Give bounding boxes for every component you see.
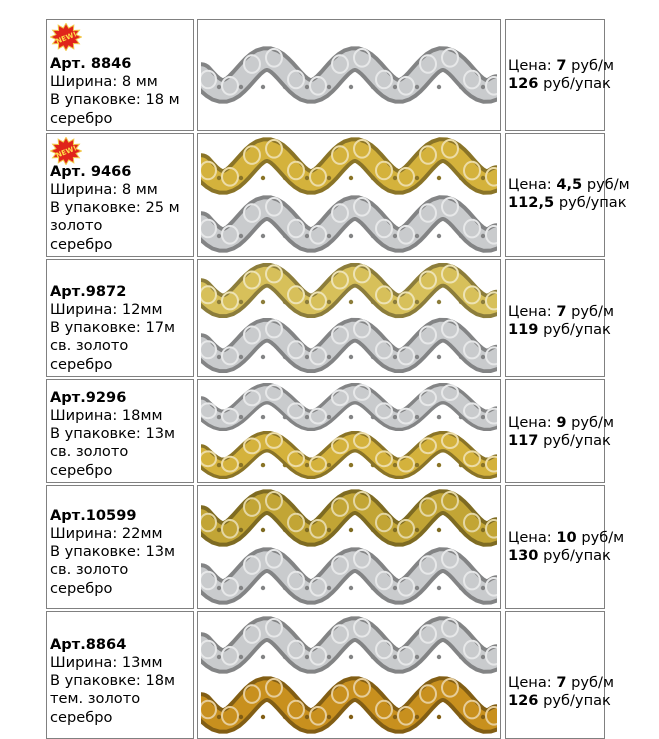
width-text: Ширина: 22мм [50, 524, 163, 542]
product-row [46, 611, 614, 739]
price-block [508, 57, 614, 94]
product-info-cell [46, 379, 194, 483]
svg-text:NEW!: NEW! [54, 144, 78, 160]
price-cell [505, 259, 614, 377]
pack-length-text: В упаковке: 13м [50, 543, 176, 561]
product-info [50, 636, 175, 727]
price-per-pack: 126 руб/упак [508, 75, 611, 93]
price-per-pack: 119 руб/упак [508, 321, 611, 339]
color-text: золото [50, 217, 103, 235]
price-cell [505, 485, 625, 609]
price-block [508, 176, 630, 213]
price-per-pack: 117 руб/упак [508, 432, 611, 450]
new-badge-icon [50, 137, 82, 165]
color-text: св. золото [50, 337, 129, 355]
price-block [508, 674, 614, 711]
product-info-cell [46, 485, 194, 609]
price-cell [505, 379, 614, 483]
braid-photo-cell [197, 379, 501, 483]
price-block [508, 303, 614, 340]
price-per-meter: Цена: 7 руб/м [508, 57, 614, 74]
braid-photo-cell [197, 485, 501, 609]
price-per-meter: Цена: 7 руб/м [508, 303, 614, 320]
braid-photo-cell [197, 611, 501, 739]
color-text: серебро [50, 708, 113, 726]
width-text: Ширина: 18мм [50, 406, 163, 424]
price-per-meter: Цена: 4,5 руб/м [508, 176, 630, 193]
product-row [46, 259, 614, 377]
article-number: Арт.8864 [50, 635, 127, 653]
color-text: тем. золото [50, 690, 141, 708]
width-text: Ширина: 8 мм [50, 180, 158, 198]
braid-photo[interactable] [201, 615, 497, 735]
braid-photo[interactable] [201, 23, 497, 127]
color-text: серебро [50, 235, 113, 253]
color-text: серебро [50, 355, 113, 373]
braid-photo-cell [197, 19, 501, 131]
product-info [50, 389, 175, 480]
product-info [50, 163, 180, 254]
color-text: св. золото [50, 561, 129, 579]
width-text: Ширина: 13мм [50, 653, 163, 671]
braid-photo-cell [197, 133, 501, 257]
pack-length-text: В упаковке: 13м [50, 425, 176, 443]
price-per-pack: 112,5 руб/упак [508, 194, 627, 212]
price-cell [505, 611, 614, 739]
article-number: Арт.9296 [50, 388, 127, 406]
product-info-cell [46, 259, 194, 377]
price-cell [505, 19, 614, 131]
product-info [50, 283, 175, 374]
product-info-cell [46, 611, 194, 739]
color-text: серебро [50, 109, 113, 127]
price-per-pack: 126 руб/упак [508, 692, 611, 710]
width-text: Ширина: 8 мм [50, 73, 158, 91]
braid-photo-cell [197, 259, 501, 377]
price-per-pack: 130 руб/упак [508, 547, 611, 565]
price-per-meter: Цена: 9 руб/м [508, 414, 614, 431]
product-info-cell [46, 133, 194, 257]
pack-length-text: В упаковке: 17м [50, 319, 176, 337]
width-text: Ширина: 12мм [50, 300, 163, 318]
price-per-meter: Цена: 7 руб/м [508, 674, 614, 691]
color-text: св. золото [50, 443, 129, 461]
price-per-meter: Цена: 10 руб/м [508, 529, 625, 546]
product-row [46, 133, 630, 257]
product-row [46, 485, 625, 609]
pack-length-text: В упаковке: 25 м [50, 199, 180, 217]
article-number: Арт.9872 [50, 282, 127, 300]
new-badge-icon [50, 23, 82, 51]
article-number: Арт. 9466 [50, 162, 132, 180]
price-block [508, 414, 614, 451]
product-row [46, 19, 614, 131]
braid-photo[interactable] [201, 263, 497, 373]
braid-photo[interactable] [201, 137, 497, 253]
product-info [50, 507, 175, 598]
product-info [50, 55, 180, 128]
pack-length-text: В упаковке: 18м [50, 672, 176, 690]
braid-photo[interactable] [201, 383, 497, 479]
price-block [508, 529, 624, 566]
svg-text:NEW!: NEW! [54, 30, 78, 46]
product-info-cell [46, 19, 194, 131]
product-row [46, 379, 614, 483]
article-number: Арт. 8846 [50, 54, 132, 72]
pack-length-text: В упаковке: 18 м [50, 91, 180, 109]
braid-photo[interactable] [201, 489, 497, 605]
price-cell [505, 133, 630, 257]
color-text: серебро [50, 579, 113, 597]
article-number: Арт.10599 [50, 506, 137, 524]
color-text: серебро [50, 461, 113, 479]
